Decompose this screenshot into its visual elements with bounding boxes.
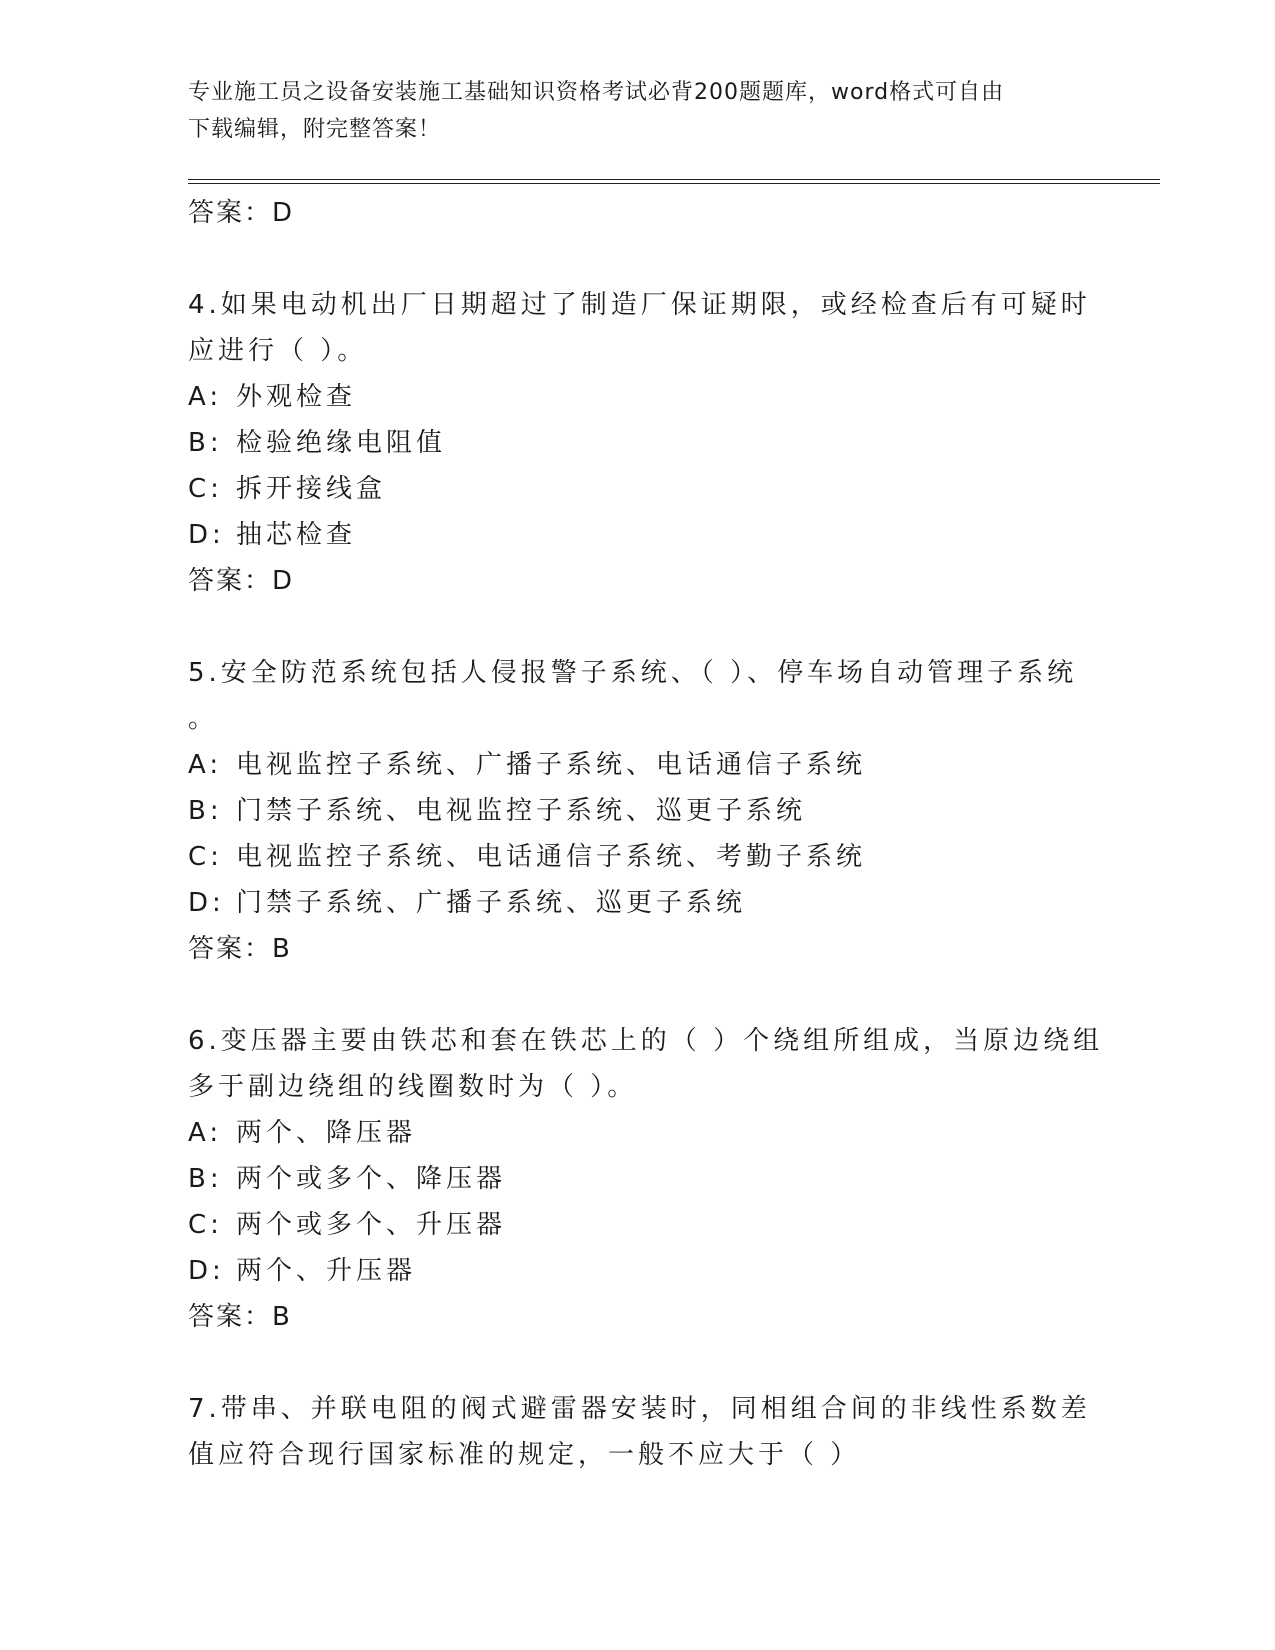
- option-text: 检验绝缘电阻值: [236, 428, 447, 458]
- option-key: B:: [188, 428, 223, 458]
- question-text-line: 。: [188, 704, 219, 734]
- question-7: [188, 1386, 1091, 1478]
- question-text-line: 应进行（ ）。: [188, 336, 368, 366]
- option-key: D:: [188, 520, 225, 550]
- question-text-line: 值应符合现行国家标准的规定，一般不应大于（ ）: [188, 1440, 861, 1470]
- answer-line: 答案：B: [188, 934, 292, 964]
- previous-answer: 答案：D: [188, 198, 295, 228]
- document-header: [188, 74, 1088, 148]
- option-text: 电视监控子系统、电话通信子系统、考勤子系统: [236, 842, 867, 872]
- question-text-line: 多于副边绕组的线圈数时为（ ）。: [188, 1072, 638, 1102]
- option-c: [188, 466, 1088, 512]
- option-text: 两个、升压器: [236, 1256, 417, 1286]
- option-b: [188, 788, 1088, 834]
- option-c: [188, 1202, 1088, 1248]
- question-text: [188, 650, 1088, 742]
- option-key: C:: [188, 842, 223, 872]
- option-c: [188, 834, 1088, 880]
- question-text-line: 5.安全防范系统包括人侵报警子系统、（ ）、停车场自动管理子系统: [188, 658, 1078, 688]
- option-key: D:: [188, 888, 225, 918]
- option-text: 门禁子系统、广播子系统、巡更子系统: [236, 888, 747, 918]
- question-text-line: 6.变压器主要由铁芯和套在铁芯上的（ ）个绕组所组成，当原边绕组: [188, 1026, 1104, 1056]
- option-d: [188, 512, 1088, 558]
- option-key: C:: [188, 1210, 223, 1240]
- option-key: B:: [188, 1164, 223, 1194]
- answer-line: 答案：B: [188, 1302, 292, 1332]
- question-4: [188, 282, 1091, 604]
- option-text: 拆开接线盒: [236, 474, 387, 504]
- header-divider-bottom: [188, 183, 1160, 184]
- question-text: [188, 1018, 1104, 1110]
- option-key: D:: [188, 1256, 225, 1286]
- option-a: [188, 374, 1088, 420]
- option-text: 两个、降压器: [236, 1118, 417, 1148]
- answer-line: 答案：D: [188, 566, 295, 596]
- question-text: [188, 282, 1091, 374]
- option-key: B:: [188, 796, 223, 826]
- question-text-line: 7.带串、并联电阻的阀式避雷器安装时，同相组合间的非线性系数差: [188, 1394, 1091, 1424]
- question-6: [188, 1018, 1104, 1340]
- question-text: [188, 1386, 1091, 1478]
- option-d: [188, 1248, 1088, 1294]
- option-text: 抽芯检查: [236, 520, 357, 550]
- option-key: A:: [188, 382, 223, 412]
- option-text: 门禁子系统、电视监控子系统、巡更子系统: [236, 796, 807, 826]
- question-text-line: 4.如果电动机出厂日期超过了制造厂保证期限，或经检查后有可疑时: [188, 290, 1091, 320]
- header-divider-top: [188, 179, 1160, 180]
- option-text: 外观检查: [236, 382, 357, 412]
- header-line-1: 专业施工员之设备安装施工基础知识资格考试必背200题题库，word格式可自由: [188, 80, 1005, 105]
- header-line-2: 下载编辑，附完整答案！: [188, 117, 442, 142]
- option-text: 电视监控子系统、广播子系统、电话通信子系统: [236, 750, 867, 780]
- option-key: C:: [188, 474, 223, 504]
- option-key: A:: [188, 750, 223, 780]
- option-b: [188, 420, 1088, 466]
- option-b: [188, 1156, 1088, 1202]
- option-text: 两个或多个、升压器: [236, 1210, 507, 1240]
- option-d: [188, 880, 1088, 926]
- option-a: [188, 742, 1088, 788]
- question-list: [188, 190, 1104, 1524]
- option-key: A:: [188, 1118, 223, 1148]
- question-5: [188, 650, 1088, 972]
- option-a: [188, 1110, 1088, 1156]
- option-text: 两个或多个、降压器: [236, 1164, 507, 1194]
